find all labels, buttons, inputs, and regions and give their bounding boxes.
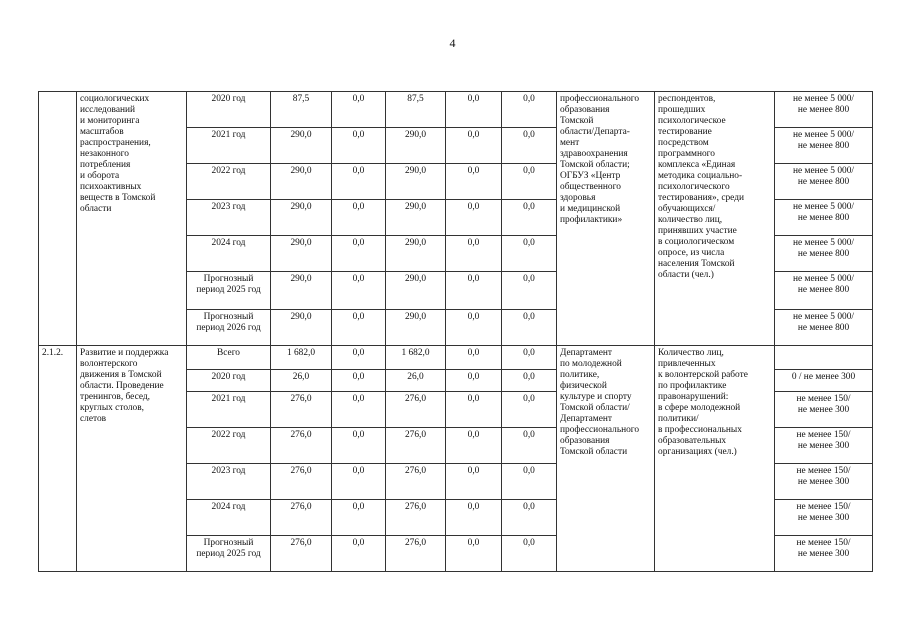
amount-cell: 0,0	[502, 370, 557, 392]
target-value-cell	[775, 236, 873, 272]
amount-cell: 290,0	[271, 164, 332, 200]
target-value: не менее 5 000/ не менее 800	[793, 166, 854, 187]
amount-cell: 1 682,0	[271, 346, 332, 370]
period-cell	[187, 536, 271, 572]
amount-cell: 0,0	[446, 310, 502, 346]
amount-cell: 0,0	[502, 428, 557, 464]
amount-cell: 276,0	[386, 428, 446, 464]
period-label: 2021 год	[211, 394, 246, 404]
amount-cell: 290,0	[386, 236, 446, 272]
amount-cell: 0,0	[332, 536, 386, 572]
period-label: 2020 год	[211, 372, 246, 382]
target-value: не менее 5 000/ не менее 800	[793, 94, 854, 115]
amount-cell: 290,0	[386, 310, 446, 346]
period-label: 2024 год	[211, 238, 246, 248]
period-cell	[187, 236, 271, 272]
table-row	[39, 92, 873, 128]
executor-text: Департамент по молодежной политике, физической культуре и спорту Томской области/ Департамент профессионального образования Томской области	[560, 348, 640, 457]
amount-cell: 0,0	[502, 164, 557, 200]
executor-cell	[557, 92, 655, 346]
amount-cell: 0,0	[502, 92, 557, 128]
target-value: не менее 5 000/ не менее 800	[793, 312, 854, 333]
executor-text: профессионального образования Томской области/Департа- мент здравоохранения Томской области; ОГБУЗ «Центр общественного здоровья и медицинской профилактики»	[560, 94, 640, 225]
indicator-cell	[655, 92, 775, 346]
amount-cell: 0,0	[446, 236, 502, 272]
amount-cell: 276,0	[271, 428, 332, 464]
amount-cell: 0,0	[332, 92, 386, 128]
target-value-cell	[775, 536, 873, 572]
item-name-cell	[77, 92, 187, 346]
amount-cell: 0,0	[332, 500, 386, 536]
period-label: 2020 год	[211, 94, 246, 104]
target-value-cell	[775, 272, 873, 310]
target-value-cell	[775, 164, 873, 200]
amount-cell: 276,0	[386, 500, 446, 536]
amount-cell: 0,0	[332, 392, 386, 428]
page-number: 4	[449, 36, 456, 50]
period-label: 2024 год	[211, 502, 246, 512]
amount-cell: 0,0	[502, 236, 557, 272]
period-label: Прогнозный период 2025 год	[196, 538, 261, 559]
period-cell	[187, 464, 271, 500]
period-cell	[187, 370, 271, 392]
amount-cell: 0,0	[446, 92, 502, 128]
item-code-cell: 2.1.2.	[39, 346, 77, 572]
target-value-cell	[775, 392, 873, 428]
target-value-cell	[775, 428, 873, 464]
table-row	[39, 346, 873, 370]
target-value: не менее 5 000/ не менее 800	[793, 202, 854, 223]
target-value-cell	[775, 464, 873, 500]
period-cell	[187, 310, 271, 346]
amount-cell: 276,0	[271, 500, 332, 536]
target-value: не менее 5 000/ не менее 800	[793, 238, 854, 259]
amount-cell: 290,0	[386, 128, 446, 164]
amount-cell: 1 682,0	[386, 346, 446, 370]
amount-cell: 0,0	[502, 272, 557, 310]
executor-cell	[557, 346, 655, 572]
amount-cell: 0,0	[332, 346, 386, 370]
amount-cell: 26,0	[386, 370, 446, 392]
amount-cell: 87,5	[386, 92, 446, 128]
amount-cell: 290,0	[271, 310, 332, 346]
amount-cell: 0,0	[446, 536, 502, 572]
amount-cell: 276,0	[271, 464, 332, 500]
indicator-text: респондентов, прошедших психологическое тестирование посредством программного комплекса «Единая методика социально- психологического тестирования», среди обучающихся/ количество лиц, принявших участие в социологическом опросе, из числа населения Томской области (чел.)	[658, 94, 745, 280]
amount-cell: 0,0	[332, 272, 386, 310]
amount-cell: 0,0	[446, 370, 502, 392]
period-cell	[187, 428, 271, 464]
amount-cell: 290,0	[386, 200, 446, 236]
amount-cell: 290,0	[386, 272, 446, 310]
target-value-cell	[775, 200, 873, 236]
amount-cell: 0,0	[446, 464, 502, 500]
amount-cell: 0,0	[332, 200, 386, 236]
amount-cell: 0,0	[502, 392, 557, 428]
amount-cell: 290,0	[386, 164, 446, 200]
target-value-cell	[775, 370, 873, 392]
amount-cell: 0,0	[446, 272, 502, 310]
amount-cell: 0,0	[446, 200, 502, 236]
indicator-text: Количество лиц, привлеченных к волонтерской работе по профилактике правонарушений: в сфере молодежной политики/ в профессиональных образовательных организациях (чел.)	[658, 348, 748, 457]
amount-cell: 0,0	[332, 164, 386, 200]
amount-cell: 290,0	[271, 128, 332, 164]
amount-cell: 276,0	[386, 536, 446, 572]
period-cell	[187, 272, 271, 310]
period-cell	[187, 392, 271, 428]
amount-cell: 0,0	[446, 428, 502, 464]
amount-cell: 0,0	[332, 128, 386, 164]
period-cell	[187, 164, 271, 200]
amount-cell: 0,0	[446, 128, 502, 164]
target-value: не менее 150/ не менее 300	[796, 502, 851, 523]
target-value: не менее 150/ не менее 300	[796, 430, 851, 451]
amount-cell: 87,5	[271, 92, 332, 128]
amount-cell: 0,0	[446, 346, 502, 370]
target-value: 0 / не менее 300	[791, 372, 856, 382]
amount-cell: 276,0	[271, 536, 332, 572]
target-value: не менее 5 000/ не менее 800	[793, 274, 854, 295]
amount-cell: 0,0	[502, 464, 557, 500]
period-label: 2023 год	[211, 202, 246, 212]
amount-cell: 0,0	[502, 346, 557, 370]
item-name: социологических исследований и мониторинга масштабов распространения, незаконного потребления и оборота психоактивных веществ в Томской области	[80, 94, 156, 214]
amount-cell: 290,0	[271, 272, 332, 310]
period-cell	[187, 92, 271, 128]
amount-cell: 276,0	[386, 464, 446, 500]
target-value: не менее 150/ не менее 300	[796, 466, 851, 487]
amount-cell: 0,0	[502, 500, 557, 536]
period-cell	[187, 500, 271, 536]
amount-cell: 0,0	[502, 200, 557, 236]
amount-cell: 0,0	[332, 310, 386, 346]
target-value: не менее 5 000/ не менее 800	[793, 130, 854, 151]
item-code-cell	[39, 92, 77, 346]
amount-cell: 0,0	[502, 536, 557, 572]
target-value: не менее 150/ не менее 300	[796, 394, 851, 415]
amount-cell: 0,0	[332, 370, 386, 392]
period-label: 2022 год	[211, 166, 246, 176]
target-value-cell	[775, 310, 873, 346]
item-name: Развитие и поддержка волонтерского движения в Томской области. Проведение тренингов, бесед, круглых столов, слетов	[80, 348, 169, 424]
amount-cell: 0,0	[502, 128, 557, 164]
amount-cell: 0,0	[332, 236, 386, 272]
period-cell	[187, 346, 271, 370]
amount-cell: 0,0	[446, 392, 502, 428]
target-value-cell	[775, 500, 873, 536]
amount-cell: 276,0	[386, 392, 446, 428]
amount-cell: 290,0	[271, 236, 332, 272]
amount-cell: 0,0	[332, 464, 386, 500]
indicator-cell	[655, 346, 775, 572]
period-label: Всего	[217, 348, 240, 358]
target-value-cell	[775, 128, 873, 164]
period-label: 2021 год	[211, 130, 246, 140]
period-cell	[187, 128, 271, 164]
target-value-cell	[775, 346, 873, 370]
amount-cell: 290,0	[271, 200, 332, 236]
period-label: Прогнозный период 2025 год	[196, 274, 261, 295]
target-value: не менее 150/ не менее 300	[796, 538, 851, 559]
amount-cell: 0,0	[446, 164, 502, 200]
period-label: Прогнозный период 2026 год	[196, 312, 261, 333]
period-label: 2022 год	[211, 430, 246, 440]
amount-cell: 0,0	[502, 310, 557, 346]
amount-cell: 0,0	[332, 428, 386, 464]
amount-cell: 26,0	[271, 370, 332, 392]
target-value-cell	[775, 92, 873, 128]
amount-cell: 0,0	[446, 500, 502, 536]
period-cell	[187, 200, 271, 236]
period-label: 2023 год	[211, 466, 246, 476]
program-table	[38, 91, 873, 572]
item-name-cell	[77, 346, 187, 572]
amount-cell: 276,0	[271, 392, 332, 428]
